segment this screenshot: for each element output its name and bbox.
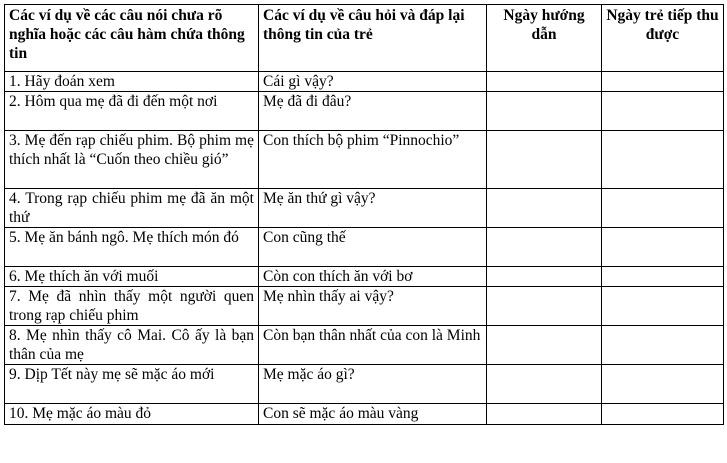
response-cell: Con cũng thế (259, 228, 487, 267)
response-cell: Con thích bộ phim “Pinnochio” (259, 131, 487, 189)
acquired-date-cell[interactable] (602, 228, 724, 267)
table-row (5, 326, 724, 365)
response-cell: Cái gì vậy? (259, 72, 487, 92)
acquired-date-cell[interactable] (602, 189, 724, 228)
statement-cell: 7. Mẹ đã nhìn thấy một người quen trong rạp chiếu phim (5, 287, 259, 326)
guidance-date-cell[interactable] (487, 72, 602, 92)
acquired-date-cell[interactable] (602, 72, 724, 92)
header-acquired-date: Ngày trẻ tiếp thu được (602, 5, 724, 72)
acquired-date-cell[interactable] (602, 326, 724, 365)
statement-cell: 3. Mẹ đến rạp chiếu phim. Bộ phim mẹ thích nhất là “Cuốn theo chiều gió” (5, 131, 259, 189)
acquired-date-cell[interactable] (602, 287, 724, 326)
header-question-examples: Các ví dụ về câu hỏi và đáp lại thông tin của trẻ (259, 5, 487, 72)
table-row (5, 189, 724, 228)
response-cell: Mẹ nhìn thấy ai vậy? (259, 287, 487, 326)
guidance-date-cell[interactable] (487, 92, 602, 131)
acquired-date-cell[interactable] (602, 267, 724, 287)
response-cell: Mẹ đã đi đâu? (259, 92, 487, 131)
guidance-date-cell[interactable] (487, 228, 602, 267)
header-row (5, 5, 724, 72)
guidance-date-cell[interactable] (487, 189, 602, 228)
table-row (5, 267, 724, 287)
table-row (5, 287, 724, 326)
statement-cell: 1. Hãy đoán xem (5, 72, 259, 92)
statement-cell: 4. Trong rạp chiếu phim mẹ đã ăn một thứ (5, 189, 259, 228)
table-header (5, 5, 724, 72)
statement-cell: 5. Mẹ ăn bánh ngô. Mẹ thích món đó (5, 228, 259, 267)
table-row (5, 72, 724, 92)
dialogue-worksheet-table (4, 4, 724, 425)
guidance-date-cell[interactable] (487, 365, 602, 404)
statement-cell: 9. Dịp Tết này mẹ sẽ mặc áo mới (5, 365, 259, 404)
response-cell: Còn con thích ăn với bơ (259, 267, 487, 287)
guidance-date-cell[interactable] (487, 404, 602, 425)
acquired-date-cell[interactable] (602, 131, 724, 189)
table-body (5, 72, 724, 425)
header-guidance-date: Ngày hướng dẫn (487, 5, 602, 72)
response-cell: Mẹ ăn thứ gì vậy? (259, 189, 487, 228)
table-row (5, 404, 724, 425)
table-row (5, 92, 724, 131)
statement-cell: 8. Mẹ nhìn thấy cô Mai. Cô ấy là bạn thân của mẹ (5, 326, 259, 365)
guidance-date-cell[interactable] (487, 131, 602, 189)
acquired-date-cell[interactable] (602, 92, 724, 131)
statement-cell: 6. Mẹ thích ăn với muối (5, 267, 259, 287)
acquired-date-cell[interactable] (602, 404, 724, 425)
acquired-date-cell[interactable] (602, 365, 724, 404)
header-statement-examples: Các ví dụ về các câu nói chưa rõ nghĩa hoặc các câu hàm chứa thông tin (5, 5, 259, 72)
response-cell: Còn bạn thân nhất của con là Minh (259, 326, 487, 365)
table-row (5, 131, 724, 189)
table-row (5, 228, 724, 267)
table-row (5, 365, 724, 404)
response-cell: Con sẽ mặc áo màu vàng (259, 404, 487, 425)
statement-cell: 10. Mẹ mặc áo màu đỏ (5, 404, 259, 425)
statement-cell: 2. Hôm qua mẹ đã đi đến một nơi (5, 92, 259, 131)
guidance-date-cell[interactable] (487, 326, 602, 365)
response-cell: Mẹ mặc áo gì? (259, 365, 487, 404)
guidance-date-cell[interactable] (487, 267, 602, 287)
guidance-date-cell[interactable] (487, 287, 602, 326)
